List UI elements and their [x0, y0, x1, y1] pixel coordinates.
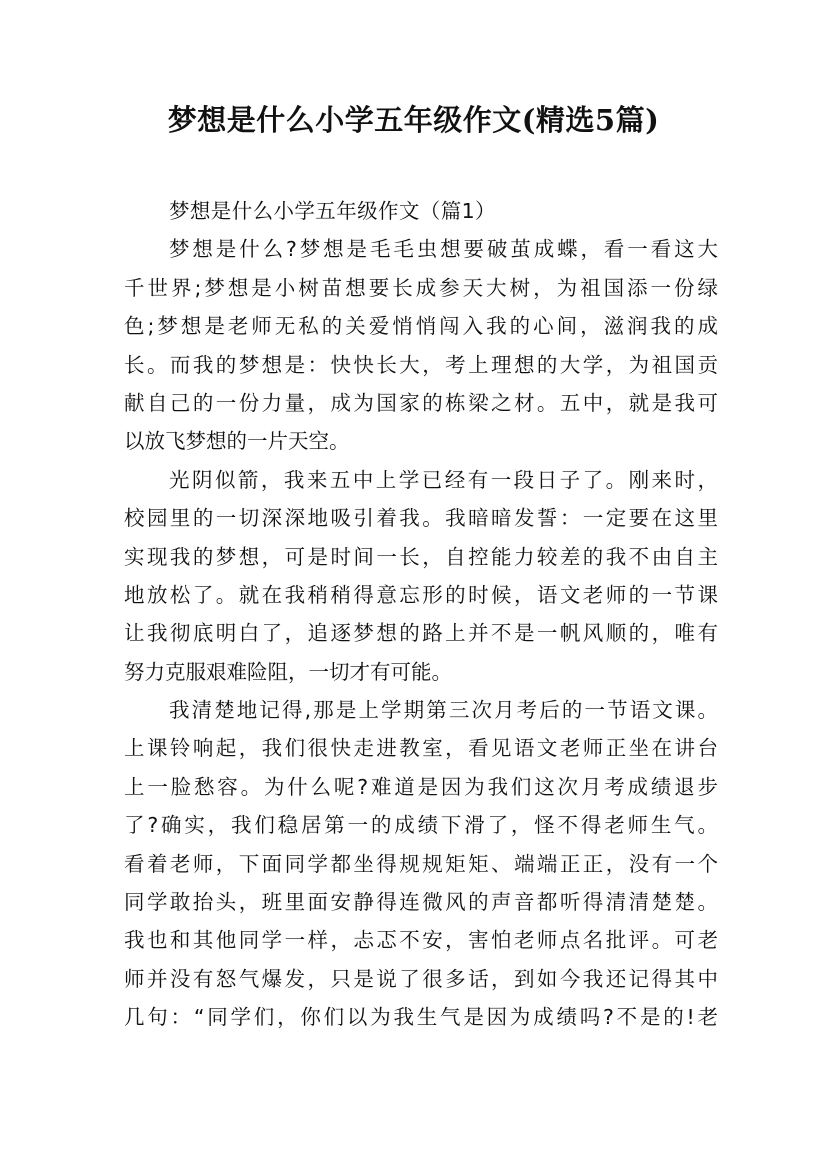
paragraph-1 — [124, 230, 718, 460]
paragraph-line: 梦想是什么?梦想是毛毛虫想要破茧成蝶，看一看这大 — [169, 237, 718, 262]
paragraph-line: 努力克服艰难险阻，一切才有可能。 — [124, 659, 452, 684]
paragraph-line: 我清楚地记得,那是上学期第三次月考后的一节语文课。 — [169, 698, 718, 723]
paragraph-line: 了?确实，我们稳居第一的成绩下滑了，怪不得老师生气。 — [124, 813, 718, 838]
document-body — [124, 192, 718, 1037]
paragraph-line: 看着老师，下面同学都坐得规规矩矩、端端正正，没有一个 — [124, 851, 718, 876]
document-title: 梦想是什么小学五年级作文(精选5篇) — [167, 103, 660, 137]
paragraph-line: 师并没有怒气爆发，只是说了很多话，到如今我还记得其中 — [124, 966, 718, 991]
paragraph-line: 千世界;梦想是小树苗想要长成参天大树，为祖国添一份绿 — [124, 275, 718, 300]
paragraph-line: 校园里的一切深深地吸引着我。我暗暗发誓：一定要在这里 — [124, 506, 718, 531]
paragraph-3 — [124, 691, 718, 1037]
paragraph-line: 光阴似箭，我来五中上学已经有一段日子了。刚来时， — [169, 467, 718, 492]
paragraph-line: 几句：“同学们，你们以为我生气是因为成绩吗?不是的!老 — [124, 1005, 718, 1030]
paragraph-line: 献自己的一份力量，成为国家的栋梁之材。五中，就是我可 — [124, 390, 718, 415]
paragraph-line: 实现我的梦想，可是时间一长，自控能力较差的我不由自主 — [124, 544, 718, 569]
paragraph-line: 色;梦想是老师无私的关爱悄悄闯入我的心间，滋润我的成 — [124, 314, 718, 339]
paragraph-line: 同学敢抬头，班里面安静得连微风的声音都听得清清楚楚。 — [124, 890, 718, 915]
section-heading: 梦想是什么小学五年级作文（篇1） — [169, 199, 496, 223]
paragraph-line: 长。而我的梦想是：快快长大，考上理想的大学，为祖国贡 — [124, 352, 718, 377]
paragraph-2 — [124, 461, 718, 691]
paragraph-line: 以放飞梦想的一片天空。 — [124, 429, 350, 454]
paragraph-line: 我也和其他同学一样，忐忑不安，害怕老师点名批评。可老 — [124, 928, 718, 953]
paragraph-line: 让我彻底明白了，追逐梦想的路上并不是一帆风顺的，唯有 — [124, 621, 718, 646]
paragraph-line: 上一脸愁容。为什么呢?难道是因为我们这次月考成绩退步 — [124, 774, 718, 799]
paragraph-line: 地放松了。就在我稍稍得意忘形的时候，语文老师的一节课 — [124, 582, 718, 607]
paragraph-line: 上课铃响起，我们很快走进教室，看见语文老师正坐在讲台 — [124, 736, 718, 761]
